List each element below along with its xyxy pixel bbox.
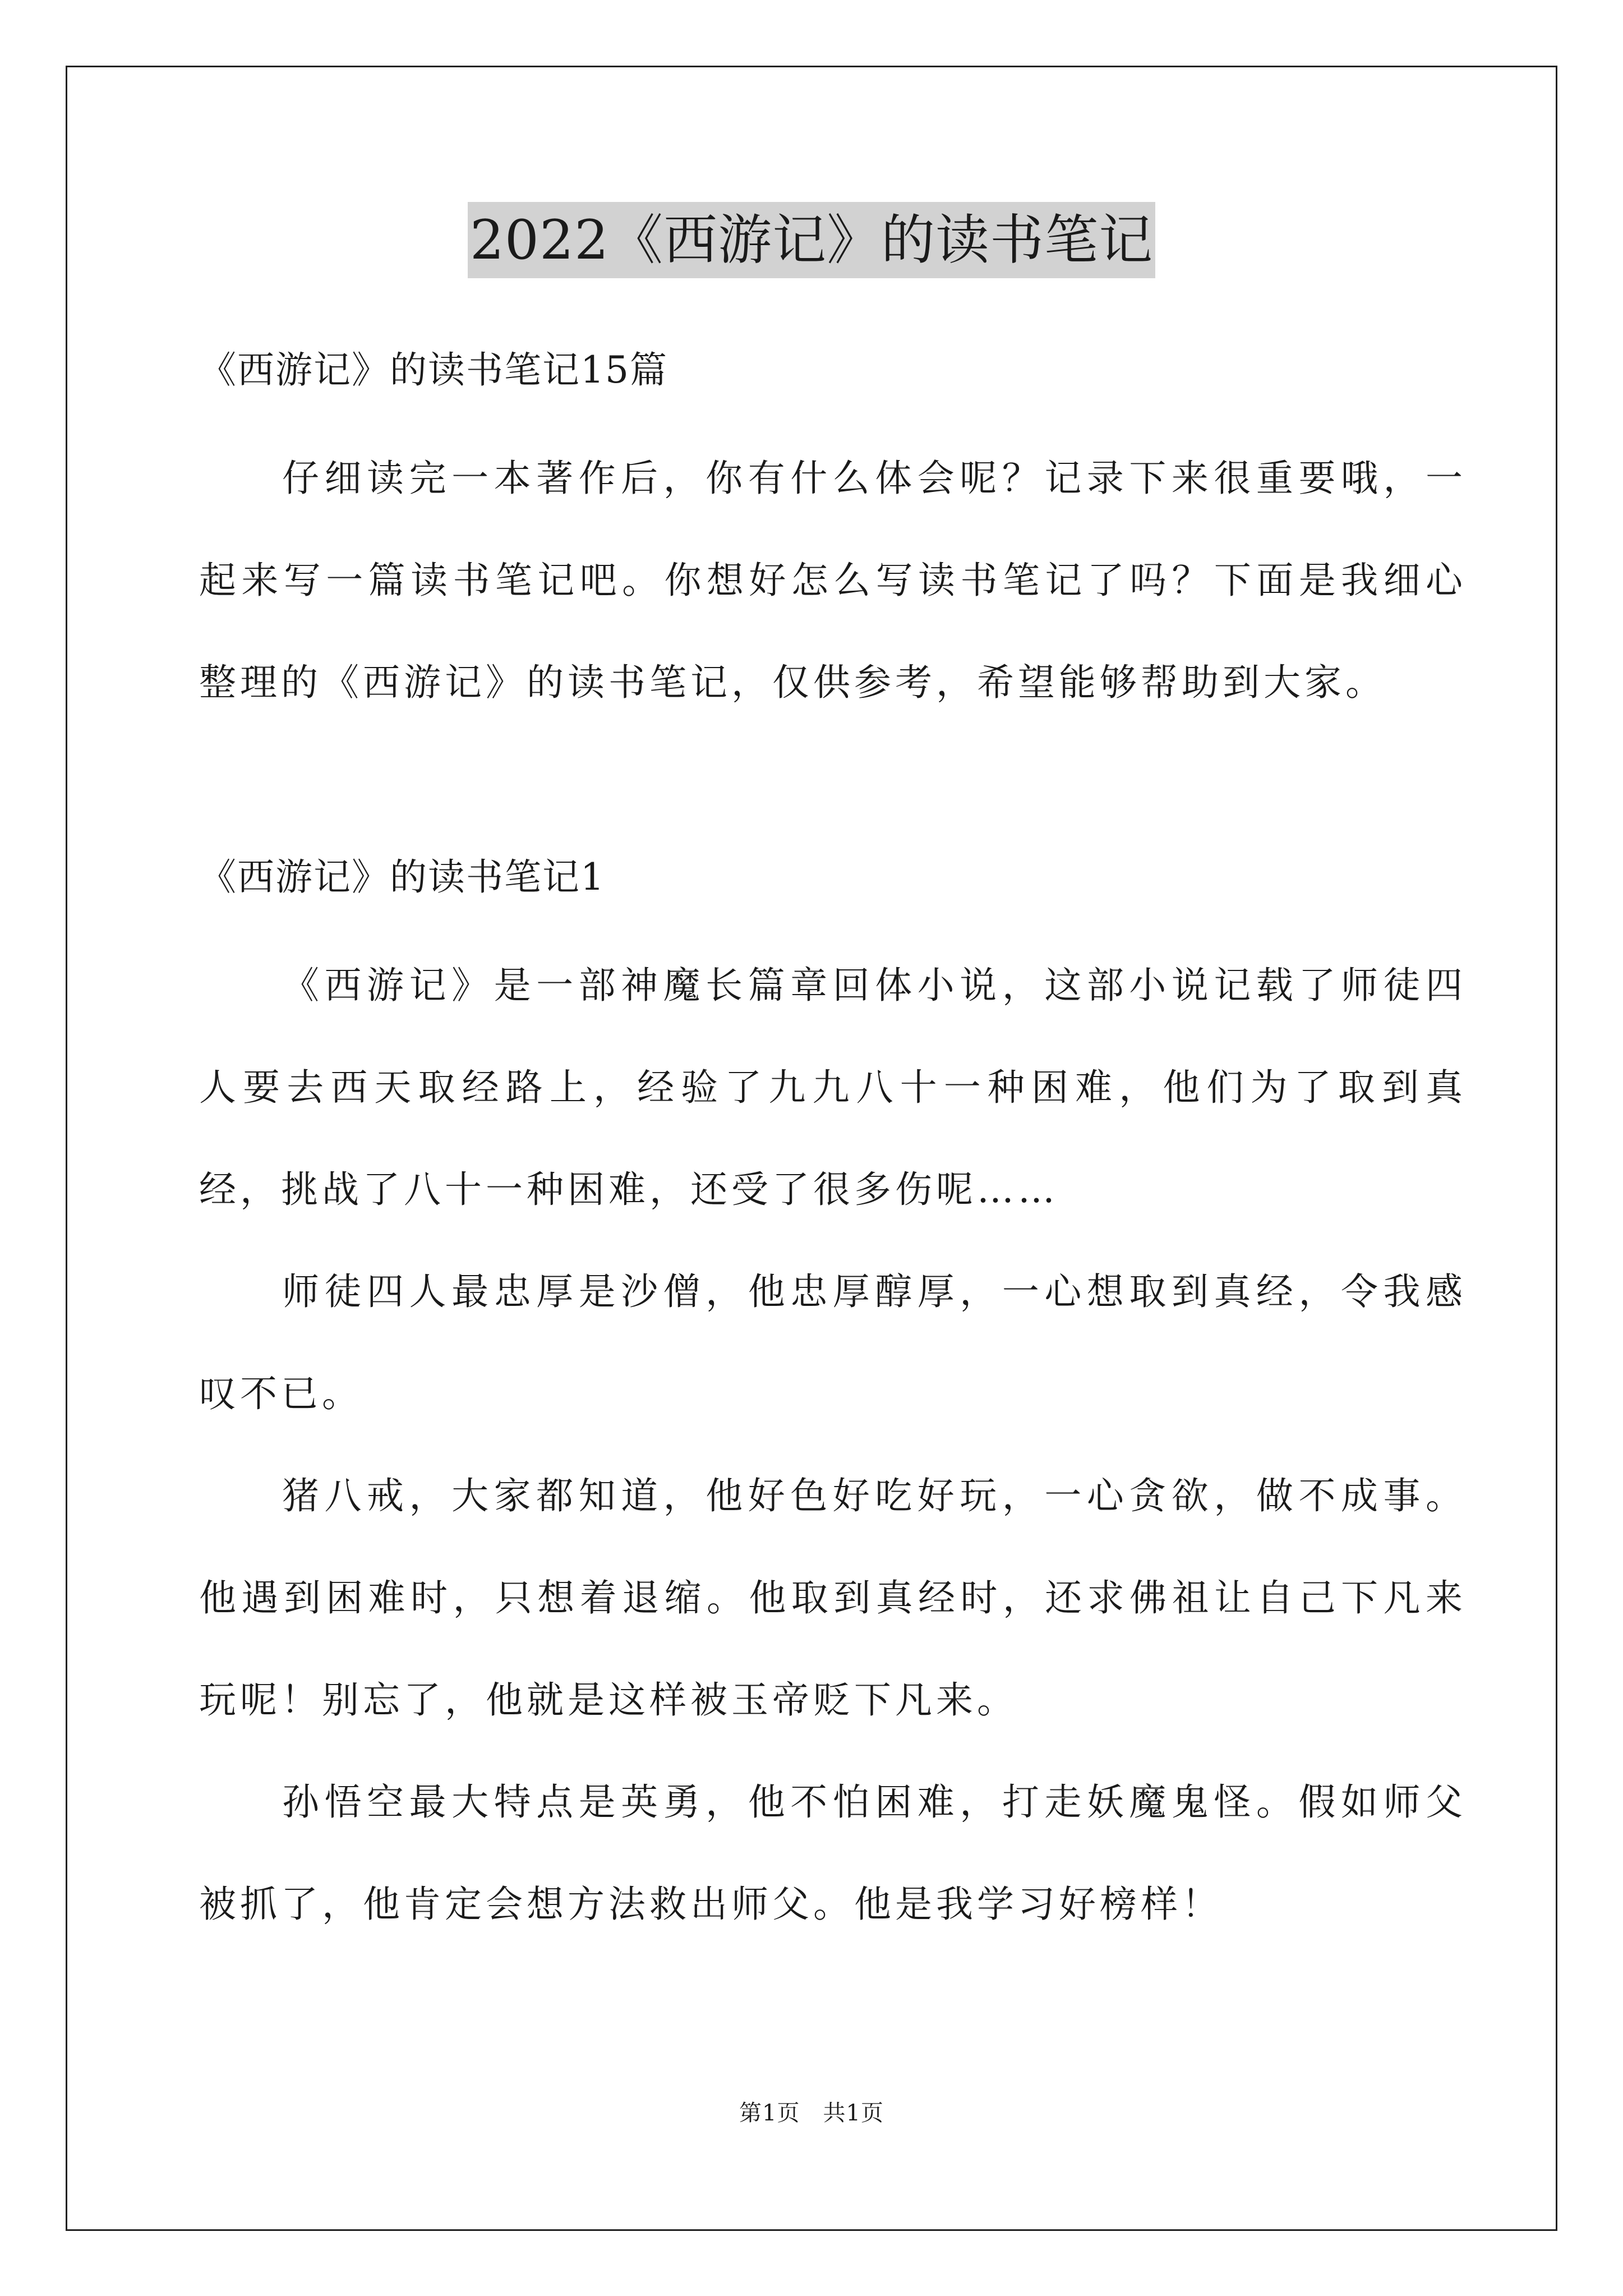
body-paragraph: 猪八戒，大家都知道，他好色好吃好玩，一心贪欲，做不成事。他遇到困难时，只想着退缩。他取到真经时，还求佛祖让自己下凡来玩呢！别忘了，他就是这样被玉帝贬下凡来。: [199, 1474, 1467, 1722]
section-heading: 《西游记》的读书笔记1: [199, 855, 605, 899]
page-number-footer: 第1页 共1页: [739, 2100, 884, 2126]
title-container: [0, 202, 1623, 278]
document-subtitle: 《西游记》的读书笔记15篇: [199, 348, 668, 392]
intro-paragraph: 仔细读完一本著作后，你有什么体会呢？记录下来很重要哦，一起来写一篇读书笔记吧。你想好怎么写读书笔记了吗？下面是我细心整理的《西游记》的读书笔记，仅供参考，希望能够帮助到大家。: [199, 457, 1467, 704]
body-paragraph: 孙悟空最大特点是英勇，他不怕困难，打走妖魔鬼怪。假如师父被抓了，他肯定会想方法救出师父。他是我学习好榜样！: [199, 1780, 1467, 1926]
body-paragraph: 师徒四人最忠厚是沙僧，他忠厚醇厚，一心想取到真经，令我感叹不已。: [199, 1270, 1467, 1415]
body-paragraph: 《西游记》是一部神魔长篇章回体小说，这部小说记载了师徒四人要去西天取经路上，经验了九九八十一种困难，他们为了取到真经，挑战了八十一种困难，还受了很多伤呢……: [199, 964, 1467, 1211]
document-title: 2022《西游记》的读书笔记: [468, 202, 1155, 278]
document-body: [199, 337, 1467, 1955]
